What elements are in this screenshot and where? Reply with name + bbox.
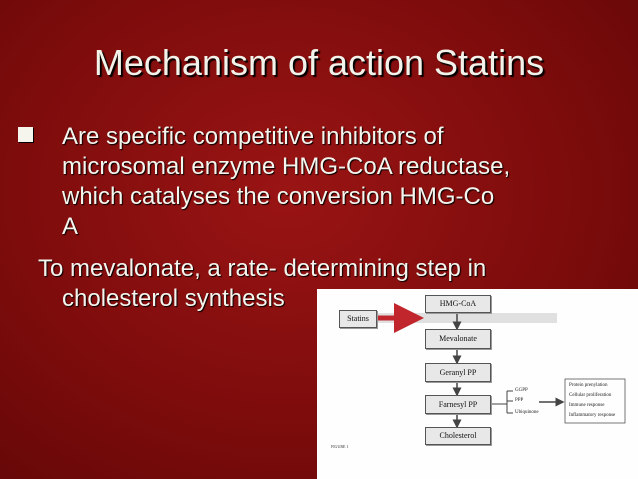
- side-product-label: PPP: [515, 398, 524, 403]
- mevalonate-box: Mevalonate: [425, 329, 491, 349]
- effect-label: Protein prenylation: [569, 383, 608, 388]
- effect-label: Cellular proliferation: [569, 393, 612, 398]
- farnesyl-pp-box: Farnesyl PP: [425, 395, 491, 414]
- continuation-line: To mevalonate, a rate- determining step in: [38, 255, 487, 282]
- bullet-line: microsomal enzyme HMG-CoA reductase,: [62, 153, 511, 180]
- figure-caption: [331, 444, 631, 449]
- effect-label: Inflammatory response: [569, 413, 616, 418]
- cholesterol-box: Cholesterol: [425, 427, 491, 445]
- effect-label: Immune response: [569, 403, 605, 408]
- hmg-coa-box: HMG-CoA: [425, 295, 491, 313]
- continuation-line: cholesterol synthesis: [62, 285, 285, 312]
- geranyl-pp-box: Geranyl PP: [425, 363, 491, 382]
- statin-pathway-figure: [317, 289, 638, 479]
- square-bullet-icon: [18, 127, 33, 142]
- bullet-line: which catalyses the conversion HMG-Co: [62, 183, 495, 210]
- side-product-label: GGPP: [515, 388, 528, 393]
- side-product-label: Ubiquinone: [515, 410, 539, 415]
- bullet-line: Are specific competitive inhibitors of: [62, 123, 444, 150]
- bullet-line: A: [62, 213, 79, 240]
- slide-title: Mechanism of action Statins: [93, 42, 545, 83]
- caption-label: FIGURE 1: [331, 444, 349, 449]
- statins-box: Statins: [339, 310, 377, 328]
